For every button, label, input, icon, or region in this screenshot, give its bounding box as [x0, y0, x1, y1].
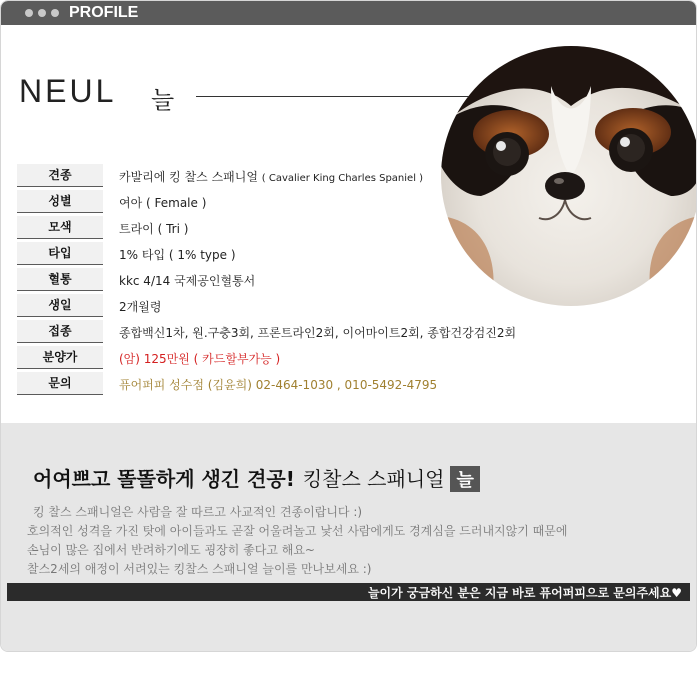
- info-label: 분양가: [17, 346, 103, 369]
- info-value: 종합백신1차, 원.구충3회, 프론트라인2회, 이어마이트2회, 종합건강검진2회: [119, 326, 517, 340]
- dot-icon: [25, 9, 33, 17]
- intro-line: 찰스2세의 애정이 서려있는 킹찰스 스패니얼 늘이를 만나보세요 :): [27, 562, 372, 576]
- name-divider: [196, 96, 486, 97]
- info-label: 타입: [17, 242, 103, 265]
- intro-line: 손님이 많은 집에서 반려하기에도 굉장히 좋다고 해요~: [27, 543, 315, 557]
- info-value: [119, 168, 423, 185]
- intro-line: 호의적인 성격을 가진 탓에 아이들과도 곧잘 어울려놀고 낯선 사람에게도 경계심을 드러내지않기 때문에: [27, 524, 568, 538]
- info-value: 여아 ( Female ): [119, 196, 207, 210]
- dog-photo: [441, 46, 697, 306]
- headline-breed: 킹찰스 스패니얼: [302, 467, 445, 491]
- dog-name-english: NEUL: [19, 73, 117, 109]
- info-label: 접종: [17, 320, 103, 343]
- headline-text: 어여쁘고 똘똘하게 생긴 견공!: [33, 467, 295, 491]
- intro-body: [27, 503, 567, 579]
- info-value: 트라이 ( Tri ): [119, 222, 189, 236]
- dot-icon: [38, 9, 46, 17]
- info-value: 2개월령: [119, 300, 162, 314]
- info-label: 생일: [17, 294, 103, 317]
- header-title: PROFILE: [69, 4, 139, 21]
- info-value-price: (암) 125만원 ( 카드할부가능 ): [119, 352, 281, 366]
- info-label: 혈통: [17, 268, 103, 291]
- info-value: kkc 4/14 국제공인혈통서: [119, 274, 256, 288]
- info-value-contact: 퓨어퍼피 성수점 (김윤희) 02-464-1030 , 010-5492-4795: [119, 378, 438, 392]
- breed-korean: 카발리에 킹 찰스 스패니얼: [119, 170, 258, 184]
- info-label: 모색: [17, 216, 103, 239]
- name-badge: 늘: [450, 466, 479, 492]
- header-bar: [1, 1, 696, 25]
- header-dots: [25, 9, 59, 17]
- intro-section: [1, 423, 696, 651]
- info-value: 1% 타입 ( 1% type ): [119, 248, 236, 262]
- cta-bar: [7, 583, 690, 601]
- intro-line: 킹 찰스 스패니얼은 사람을 잘 따르고 사교적인 견종이랍니다 :): [33, 505, 363, 519]
- info-label: 문의: [17, 372, 103, 395]
- dog-name-korean: 늘: [151, 86, 175, 114]
- info-label: 견종: [17, 164, 103, 187]
- info-label: 성별: [17, 190, 103, 213]
- cta-text: 늘이가 궁금하신 분은 지금 바로 퓨어퍼피으로 문의주세요♥: [367, 586, 682, 600]
- dot-icon: [51, 9, 59, 17]
- intro-headline: [33, 463, 480, 492]
- breed-english: ( Cavalier King Charles Spaniel ): [261, 173, 424, 184]
